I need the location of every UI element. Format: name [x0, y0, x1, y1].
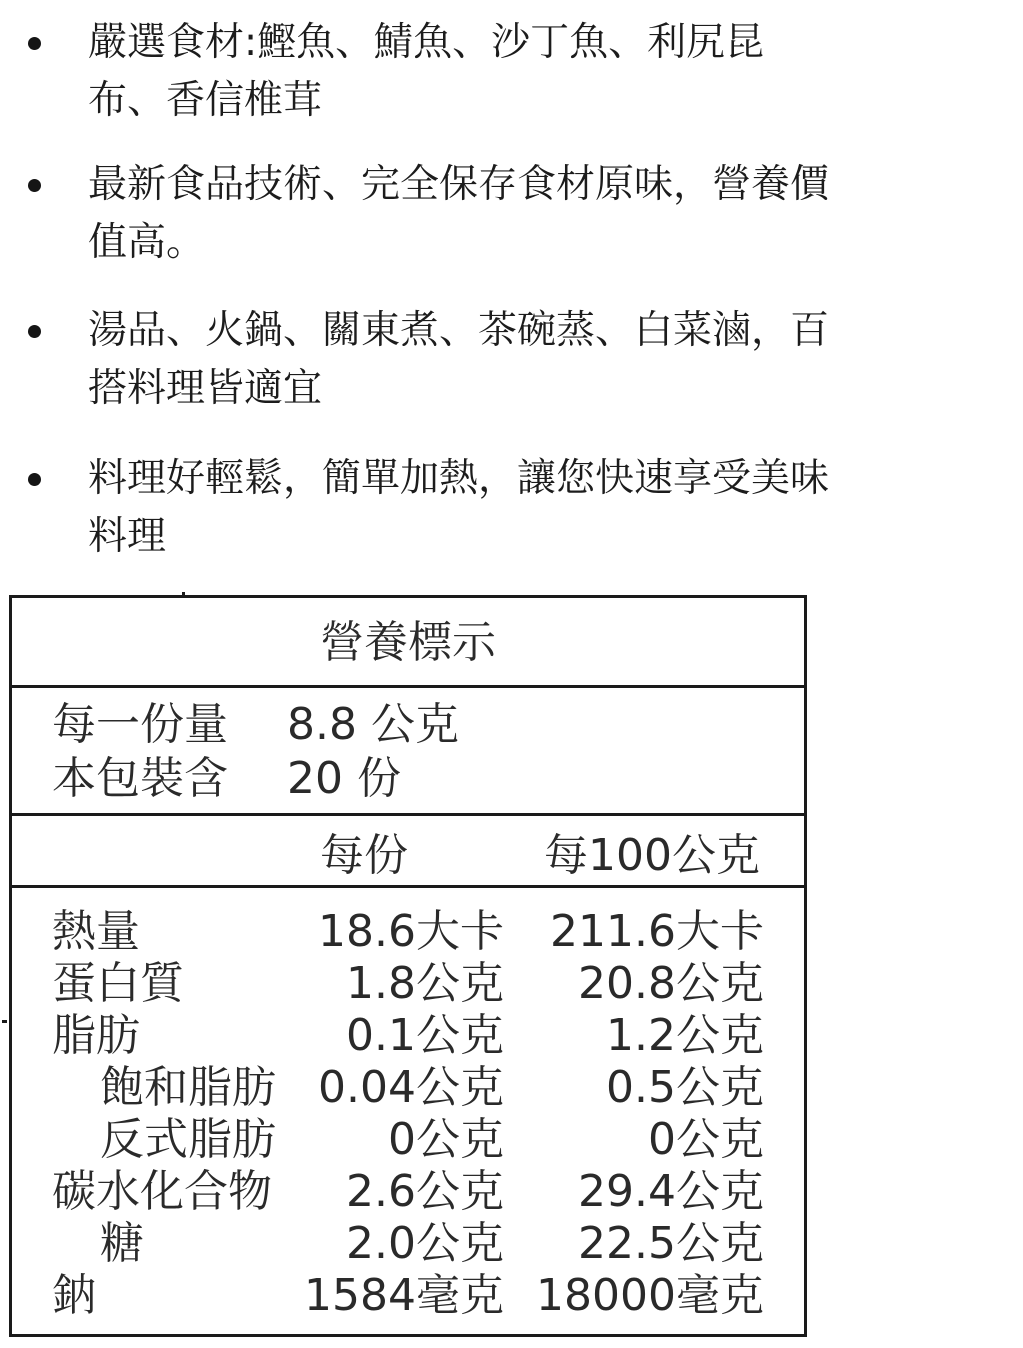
nutrient-per-serving: 0公克 — [388, 1114, 504, 1165]
nutrient-per-serving: 0.04公克 — [318, 1062, 504, 1113]
serving-size-value: 8.8 公克 — [287, 699, 459, 750]
nutrient-name: 熱量 — [52, 906, 140, 957]
bullet-dot-icon — [28, 473, 41, 486]
feature-text: 最新食品技術、完全保存食材原味，營養價 值高。 — [88, 162, 830, 265]
nutrient-per-serving: 18.6大卡 — [318, 906, 504, 957]
nutrient-name: 糖 — [100, 1218, 144, 1269]
table-divider — [12, 685, 804, 688]
nutrient-row — [12, 1166, 804, 1218]
serving-size-label: 每一份量 — [52, 699, 228, 750]
bullet-dot-icon — [28, 179, 41, 192]
column-header-per-serving: 每份 — [320, 830, 408, 881]
nutrient-row — [12, 906, 804, 958]
table-divider — [12, 813, 804, 816]
column-header-per-100g: 每100公克 — [544, 830, 760, 881]
feature-text: 湯品、火鍋、關東煮、茶碗蒸、白菜滷，百 搭料理皆適宜 — [88, 308, 830, 411]
nutrient-row — [12, 1114, 804, 1166]
nutrition-title: 營養標示 — [320, 617, 496, 668]
nutrient-per-100g: 29.4公克 — [578, 1166, 764, 1217]
nutrient-name: 反式脂肪 — [100, 1114, 276, 1165]
nutrient-row — [12, 1062, 804, 1114]
nutrient-per-serving: 2.6公克 — [346, 1166, 504, 1217]
servings-label: 本包裝含 — [52, 753, 228, 804]
servings-per-package-line — [52, 752, 401, 806]
nutrient-name: 脂肪 — [52, 1010, 140, 1061]
edge-tick — [182, 592, 185, 598]
nutrient-per-100g: 1.2公克 — [606, 1010, 764, 1061]
nutrient-row — [12, 1218, 804, 1270]
feature-text: 嚴選食材:鰹魚、鯖魚、沙丁魚、利尻昆 布、香信椎茸 — [88, 20, 765, 123]
nutrient-per-serving: 1.8公克 — [346, 958, 504, 1009]
nutrient-per-100g: 22.5公克 — [578, 1218, 764, 1269]
nutrient-per-serving: 1584毫克 — [304, 1270, 504, 1321]
nutrient-per-100g: 20.8公克 — [578, 958, 764, 1009]
nutrient-per-serving: 0.1公克 — [346, 1010, 504, 1061]
nutrient-per-100g: 18000毫克 — [536, 1270, 764, 1321]
bullet-dot-icon — [28, 325, 41, 338]
nutrient-per-100g: 0.5公克 — [606, 1062, 764, 1113]
edge-tick — [2, 1020, 7, 1023]
nutrient-per-100g: 0公克 — [648, 1114, 764, 1165]
nutrient-name: 飽和脂肪 — [100, 1062, 276, 1113]
nutrient-per-100g: 211.6大卡 — [550, 906, 764, 957]
table-divider — [12, 885, 804, 888]
bullet-dot-icon — [28, 37, 41, 50]
nutrient-per-serving: 2.0公克 — [346, 1218, 504, 1269]
servings-value: 20 份 — [287, 753, 401, 804]
feature-text: 料理好輕鬆，簡單加熱，讓您快速享受美味 料理 — [88, 456, 830, 559]
nutrient-name: 鈉 — [52, 1270, 96, 1321]
nutrient-row — [12, 1010, 804, 1062]
nutrient-name: 蛋白質 — [52, 958, 184, 1009]
nutrient-name: 碳水化合物 — [52, 1166, 272, 1217]
nutrition-facts-table — [9, 595, 807, 1337]
serving-size-line — [52, 698, 459, 752]
nutrient-row — [12, 1270, 804, 1322]
nutrient-row — [12, 958, 804, 1010]
